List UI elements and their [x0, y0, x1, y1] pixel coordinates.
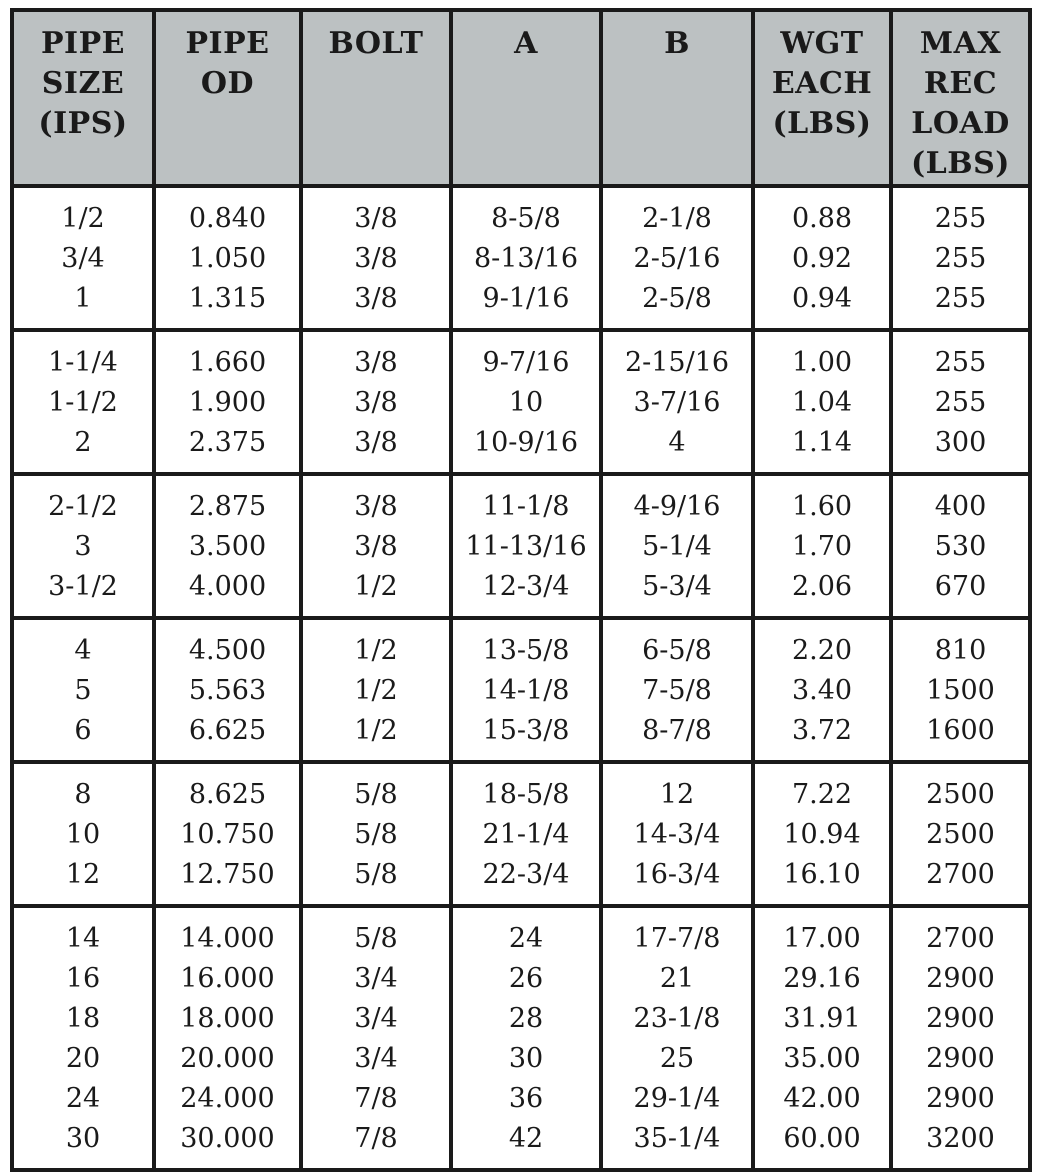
cell-value: 20 — [65, 1043, 101, 1074]
cell-value: 23-1/8 — [633, 1003, 721, 1034]
header-max-rec-load — [891, 10, 1030, 186]
cell-value: 3/4 — [61, 243, 105, 274]
cell-value: 21-1/4 — [482, 819, 570, 850]
cell-value: 3/8 — [354, 347, 398, 378]
cell-value: 24.000 — [180, 1083, 275, 1114]
cell-value: 2700 — [926, 859, 995, 890]
table-row-group — [12, 762, 1030, 906]
cell-value: 255 — [934, 347, 987, 378]
table-cell — [451, 906, 601, 1170]
cell-value: 5 — [74, 675, 92, 706]
header-text: MAX — [919, 26, 1002, 61]
cell-value: 1/2 — [354, 675, 398, 706]
cell-value: 42 — [508, 1123, 544, 1154]
pipe-spec-table — [10, 8, 1032, 1172]
table-cell — [601, 906, 753, 1170]
cell-value: 3-7/16 — [633, 387, 721, 418]
table-cell — [601, 762, 753, 906]
cell-value: 7/8 — [354, 1083, 398, 1114]
cell-value: 29-1/4 — [633, 1083, 721, 1114]
cell-value: 8 — [74, 779, 92, 810]
cell-value: 1-1/4 — [48, 347, 118, 378]
cell-value: 22-3/4 — [482, 859, 570, 890]
table-cell — [891, 186, 1030, 330]
cell-value: 17.00 — [783, 923, 861, 954]
table-cell — [451, 186, 601, 330]
cell-value: 255 — [934, 203, 987, 234]
table-cell — [753, 618, 891, 762]
cell-value: 12.750 — [180, 859, 275, 890]
cell-value: 3 — [74, 531, 92, 562]
table-row-group — [12, 618, 1030, 762]
cell-value: 14.000 — [180, 923, 275, 954]
table-cell — [451, 330, 601, 474]
cell-value: 3.500 — [188, 531, 267, 562]
header-a — [451, 10, 601, 186]
cell-value: 0.92 — [791, 243, 853, 274]
cell-value: 5-3/4 — [642, 571, 712, 602]
header-text: OD — [200, 66, 255, 101]
cell-value: 2-5/8 — [642, 283, 712, 314]
cell-value: 4.000 — [188, 571, 267, 602]
table-cell — [301, 762, 451, 906]
table-cell — [301, 186, 451, 330]
header-bolt — [301, 10, 451, 186]
cell-value: 5.563 — [188, 675, 267, 706]
cell-value: 1/2 — [354, 571, 398, 602]
cell-value: 9-7/16 — [482, 347, 570, 378]
table-cell — [753, 474, 891, 618]
table-header — [12, 10, 1030, 186]
cell-value: 2-5/16 — [633, 243, 721, 274]
table-row-group — [12, 330, 1030, 474]
table-cell — [12, 186, 154, 330]
table-cell — [301, 474, 451, 618]
table-cell — [601, 618, 753, 762]
cell-value: 0.94 — [791, 283, 853, 314]
cell-value: 3/8 — [354, 531, 398, 562]
cell-value: 15-3/8 — [482, 715, 570, 746]
cell-value: 3/8 — [354, 283, 398, 314]
cell-value: 2.20 — [791, 635, 853, 666]
cell-value: 1/2 — [354, 635, 398, 666]
cell-value: 7.22 — [791, 779, 853, 810]
cell-value: 6-5/8 — [642, 635, 712, 666]
cell-value: 5/8 — [354, 779, 398, 810]
cell-value: 2.875 — [188, 491, 267, 522]
header-text: BOLT — [328, 26, 424, 61]
table-row-group — [12, 474, 1030, 618]
cell-value: 400 — [934, 491, 987, 522]
table-cell — [601, 186, 753, 330]
table-cell — [154, 474, 301, 618]
cell-value: 1.900 — [188, 387, 267, 418]
header-text: PIPE — [40, 26, 126, 61]
cell-value: 28 — [508, 1003, 544, 1034]
cell-value: 42.00 — [783, 1083, 861, 1114]
cell-value: 3200 — [926, 1123, 995, 1154]
cell-value: 16.10 — [783, 859, 861, 890]
cell-value: 8-5/8 — [491, 203, 561, 234]
cell-value: 30 — [508, 1043, 544, 1074]
cell-value: 10 — [65, 819, 101, 850]
cell-value: 3/8 — [354, 243, 398, 274]
cell-value: 1.660 — [188, 347, 267, 378]
cell-value: 2900 — [926, 1043, 995, 1074]
cell-value: 2500 — [926, 819, 995, 850]
table-cell — [753, 762, 891, 906]
cell-value: 255 — [934, 283, 987, 314]
cell-value: 12 — [65, 859, 101, 890]
cell-value: 26 — [508, 963, 544, 994]
table-cell — [154, 618, 301, 762]
cell-value: 2900 — [926, 1083, 995, 1114]
cell-value: 3/4 — [354, 1003, 398, 1034]
cell-value: 2 — [74, 427, 92, 458]
header-b — [601, 10, 753, 186]
cell-value: 10 — [508, 387, 544, 418]
cell-value: 16 — [65, 963, 101, 994]
cell-value: 3/4 — [354, 1043, 398, 1074]
cell-value: 670 — [934, 571, 987, 602]
cell-value: 8.625 — [188, 779, 267, 810]
cell-value: 2700 — [926, 923, 995, 954]
cell-value: 35.00 — [783, 1043, 861, 1074]
cell-value: 14-3/4 — [633, 819, 721, 850]
cell-value: 2.06 — [791, 571, 853, 602]
cell-value: 0.840 — [188, 203, 267, 234]
cell-value: 3/8 — [354, 387, 398, 418]
cell-value: 1-1/2 — [48, 387, 118, 418]
cell-value: 25 — [659, 1043, 695, 1074]
cell-value: 810 — [934, 635, 987, 666]
cell-value: 36 — [508, 1083, 544, 1114]
cell-value: 7/8 — [354, 1123, 398, 1154]
cell-value: 1.050 — [188, 243, 267, 274]
cell-value: 2-1/8 — [642, 203, 712, 234]
cell-value: 3/8 — [354, 203, 398, 234]
table-cell — [891, 474, 1030, 618]
cell-value: 3/4 — [354, 963, 398, 994]
cell-value: 30 — [65, 1123, 101, 1154]
cell-value: 60.00 — [783, 1123, 861, 1154]
header-text: WGT — [780, 26, 864, 61]
cell-value: 16.000 — [180, 963, 275, 994]
cell-value: 29.16 — [783, 963, 861, 994]
table-cell — [12, 906, 154, 1170]
cell-value: 12 — [659, 779, 695, 810]
header-text: B — [664, 26, 690, 61]
cell-value: 4-9/16 — [633, 491, 721, 522]
table-cell — [753, 330, 891, 474]
cell-value: 7-5/8 — [642, 675, 712, 706]
cell-value: 0.88 — [791, 203, 853, 234]
cell-value: 13-5/8 — [482, 635, 570, 666]
table-cell — [891, 906, 1030, 1170]
header-weight-each — [753, 10, 891, 186]
cell-value: 24 — [65, 1083, 101, 1114]
cell-value: 2900 — [926, 1003, 995, 1034]
cell-value: 20.000 — [180, 1043, 275, 1074]
cell-value: 1.00 — [791, 347, 853, 378]
cell-value: 14-1/8 — [482, 675, 570, 706]
cell-value: 1500 — [926, 675, 995, 706]
cell-value: 3/8 — [354, 427, 398, 458]
cell-value: 4 — [668, 427, 686, 458]
table-cell — [154, 186, 301, 330]
table-cell — [451, 618, 601, 762]
table-cell — [12, 330, 154, 474]
cell-value: 14 — [65, 923, 101, 954]
cell-value: 1.14 — [791, 427, 853, 458]
cell-value: 1.60 — [791, 491, 853, 522]
table-body — [12, 186, 1030, 1170]
header-row — [12, 10, 1030, 186]
cell-value: 4.500 — [188, 635, 267, 666]
table-cell — [601, 474, 753, 618]
cell-value: 1/2 — [354, 715, 398, 746]
header-text: A — [514, 26, 538, 61]
table-row-group — [12, 186, 1030, 330]
cell-value: 11-1/8 — [482, 491, 570, 522]
table-cell — [753, 186, 891, 330]
cell-value: 18 — [65, 1003, 101, 1034]
cell-value: 1 — [74, 283, 92, 314]
table-cell — [12, 762, 154, 906]
table-cell — [891, 330, 1030, 474]
cell-value: 3.72 — [791, 715, 853, 746]
cell-value: 1.70 — [791, 531, 853, 562]
cell-value: 9-1/16 — [482, 283, 570, 314]
cell-value: 5/8 — [354, 819, 398, 850]
cell-value: 30.000 — [180, 1123, 275, 1154]
cell-value: 2-15/16 — [624, 347, 730, 378]
cell-value: 530 — [934, 531, 987, 562]
table-cell — [154, 330, 301, 474]
cell-value: 1/2 — [61, 203, 105, 234]
table-cell — [891, 762, 1030, 906]
header-text: PIPE — [185, 26, 270, 61]
table-cell — [753, 906, 891, 1170]
header-pipe-size — [12, 10, 154, 186]
cell-value: 5/8 — [354, 859, 398, 890]
table-cell — [12, 474, 154, 618]
cell-value: 12-3/4 — [482, 571, 570, 602]
header-pipe-od — [154, 10, 301, 186]
table-cell — [301, 330, 451, 474]
table-cell — [451, 474, 601, 618]
table-cell — [891, 618, 1030, 762]
cell-value: 3/8 — [354, 491, 398, 522]
cell-value: 18-5/8 — [482, 779, 570, 810]
cell-value: 6 — [74, 715, 92, 746]
cell-value: 3.40 — [791, 675, 853, 706]
cell-value: 2900 — [926, 963, 995, 994]
cell-value: 255 — [934, 387, 987, 418]
cell-value: 11-13/16 — [465, 531, 587, 562]
cell-value: 24 — [508, 923, 544, 954]
cell-value: 8-13/16 — [473, 243, 579, 274]
cell-value: 6.625 — [188, 715, 267, 746]
cell-value: 21 — [659, 963, 695, 994]
table-cell — [12, 618, 154, 762]
table-cell — [601, 330, 753, 474]
header-text: (LBS) — [772, 106, 872, 141]
table-cell — [154, 906, 301, 1170]
cell-value: 5/8 — [354, 923, 398, 954]
table-row-group — [12, 906, 1030, 1170]
cell-value: 2.375 — [188, 427, 267, 458]
cell-value: 2-1/2 — [48, 491, 118, 522]
cell-value: 5-1/4 — [642, 531, 712, 562]
cell-value: 10.94 — [783, 819, 861, 850]
cell-value: 2500 — [926, 779, 995, 810]
cell-value: 4 — [74, 635, 92, 666]
header-text: (LBS) — [910, 146, 1010, 181]
header-text: REC — [923, 66, 998, 101]
table-cell — [451, 762, 601, 906]
cell-value: 1600 — [926, 715, 995, 746]
header-text: LOAD — [911, 106, 1010, 141]
cell-value: 35-1/4 — [633, 1123, 721, 1154]
cell-value: 3-1/2 — [48, 571, 118, 602]
cell-value: 10-9/16 — [473, 427, 579, 458]
cell-value: 17-7/8 — [633, 923, 721, 954]
cell-value: 1.04 — [791, 387, 853, 418]
cell-value: 1.315 — [188, 283, 267, 314]
table-cell — [301, 618, 451, 762]
cell-value: 31.91 — [783, 1003, 861, 1034]
table-cell — [301, 906, 451, 1170]
cell-value: 300 — [934, 427, 987, 458]
table-cell — [154, 762, 301, 906]
cell-value: 18.000 — [180, 1003, 275, 1034]
cell-value: 10.750 — [180, 819, 275, 850]
cell-value: 8-7/8 — [642, 715, 712, 746]
cell-value: 16-3/4 — [633, 859, 721, 890]
header-text: (IPS) — [38, 106, 128, 141]
cell-value: 255 — [934, 243, 987, 274]
header-text: SIZE — [41, 66, 125, 101]
header-text: EACH — [771, 66, 873, 101]
